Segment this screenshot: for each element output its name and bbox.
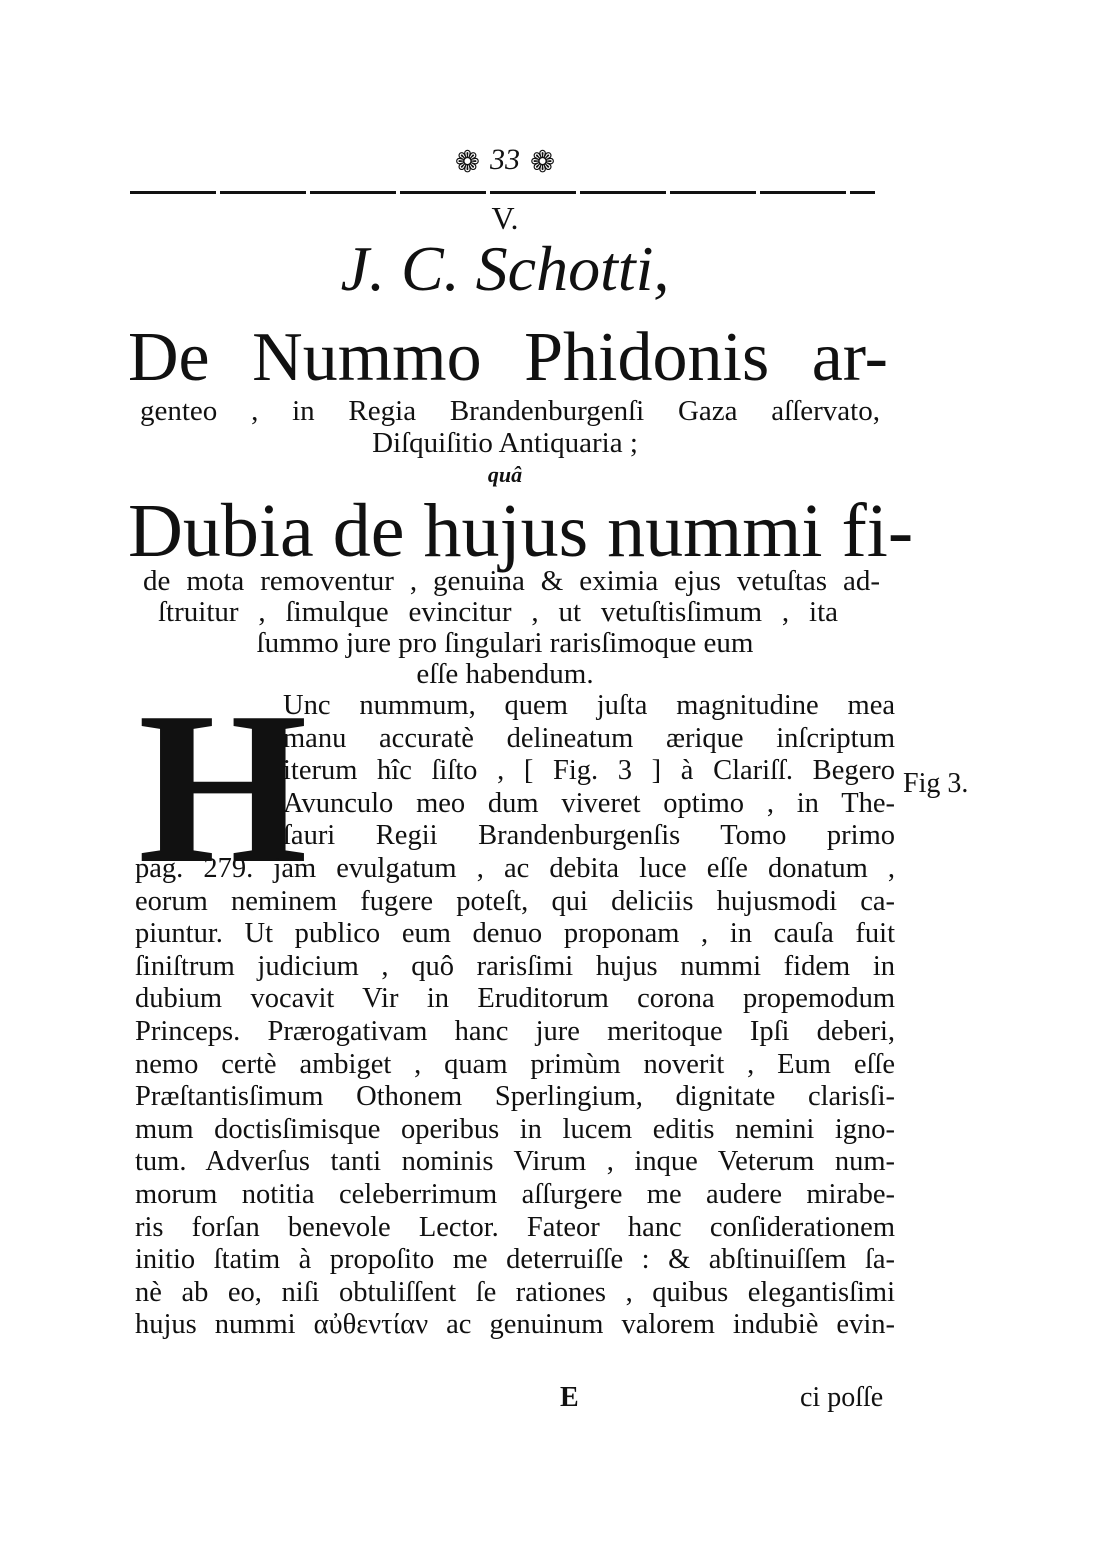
body-line: Avunculo meo dum viveret optimo , in The- <box>283 787 895 819</box>
catchword: ci poſſe <box>800 1382 884 1413</box>
description-line-2: ſtruitur , ſimulque evincitur , ut vetuſtisſimum , ita <box>158 596 838 628</box>
description-line-3: ſummo jure pro ſingulari rarisſimoque eum <box>256 627 754 659</box>
page-number: 33 <box>490 143 520 176</box>
body-line: morum notitia celeberrimum aſſurgere me audere mirabe- <box>135 1179 895 1210</box>
ornament-icon: ❁ <box>454 145 480 179</box>
body-line: tum. Adverſus tanti nominis Virum , inque Veterum num- <box>135 1146 895 1178</box>
drop-cap: H <box>138 668 308 909</box>
body-line: initio ſtatim à propoſito me deterruiſſe : & abſtinuiſſem ſa- <box>135 1244 895 1276</box>
body-line: Princeps. Prærogativam hanc jure meritoque Ipſi deberi, <box>135 1016 895 1047</box>
margin-note: Fig 3. <box>903 768 969 799</box>
qua-word: quâ <box>487 462 523 487</box>
description-line-4: eſſe habendum. <box>416 658 594 690</box>
body-line: hujus nummi αὐθεντίαν ac genuinum valorem indubiè evin- <box>135 1309 895 1341</box>
body-line: ris forſan benevole Lector. Fateor hanc conſiderationem <box>135 1211 895 1243</box>
body-line: pag. 279. jam evulgatum , ac debita luce eſſe donatum , <box>135 853 895 884</box>
body-line: ſiniſtrum judicium , quô rarisſimi hujus nummi fidem in <box>135 950 895 982</box>
body-line: dubium vocavit Vir in Eruditorum corona propemodum <box>135 983 895 1015</box>
body-line: nè ab eo, niſi obtuliſſent ſe rationes , quibus elegantisſimi <box>135 1276 895 1308</box>
author-heading: J. C. Schotti, <box>340 233 670 304</box>
subtitle-line-2: Diſquiſitio Antiquaria ; <box>372 427 638 459</box>
body-line: piuntur. Ut publico eum denuo proponam , in cauſa fuit <box>135 918 895 950</box>
description-line-1: de mota removentur , genuina & eximia ejus vetuſtas ad- <box>143 565 880 597</box>
body-line: eorum neminem fugere poteſt, qui deliciis hujusmodi ca- <box>135 885 895 917</box>
page-header <box>130 143 880 180</box>
body-line: Unc nummum, quem juſta magnitudine mea <box>283 690 895 721</box>
header-rule <box>130 191 875 194</box>
body-line: ſauri Regii Brandenburgenſis Tomo primo <box>283 820 895 852</box>
body-line: iterum hîc ſiſto , [ Fig. 3 ] à Clariſſ. Begero <box>283 755 895 787</box>
title-line-1: De Nummo Phidonis ar- <box>128 319 888 396</box>
title-line-2: Dubia de hujus nummi fi- <box>128 489 914 573</box>
signature-mark: E <box>560 1382 579 1413</box>
subtitle-line-1: genteo , in Regia Brandenburgenſi Gaza aſſervato, <box>140 395 880 427</box>
ornament-icon: ❁ <box>530 145 556 179</box>
body-line: mum doctisſimisque operibus in lucem editis nemini igno- <box>135 1113 895 1145</box>
body-line: nemo certè ambiget , quam primùm noverit , Eum eſſe <box>135 1048 895 1080</box>
section-number: V. <box>491 200 519 236</box>
body-line: Præſtantisſimum Othonem Sperlingium, dignitate clarisſi- <box>135 1081 895 1113</box>
body-line: manu accuratè delineatum ærique inſcriptum <box>283 722 895 754</box>
